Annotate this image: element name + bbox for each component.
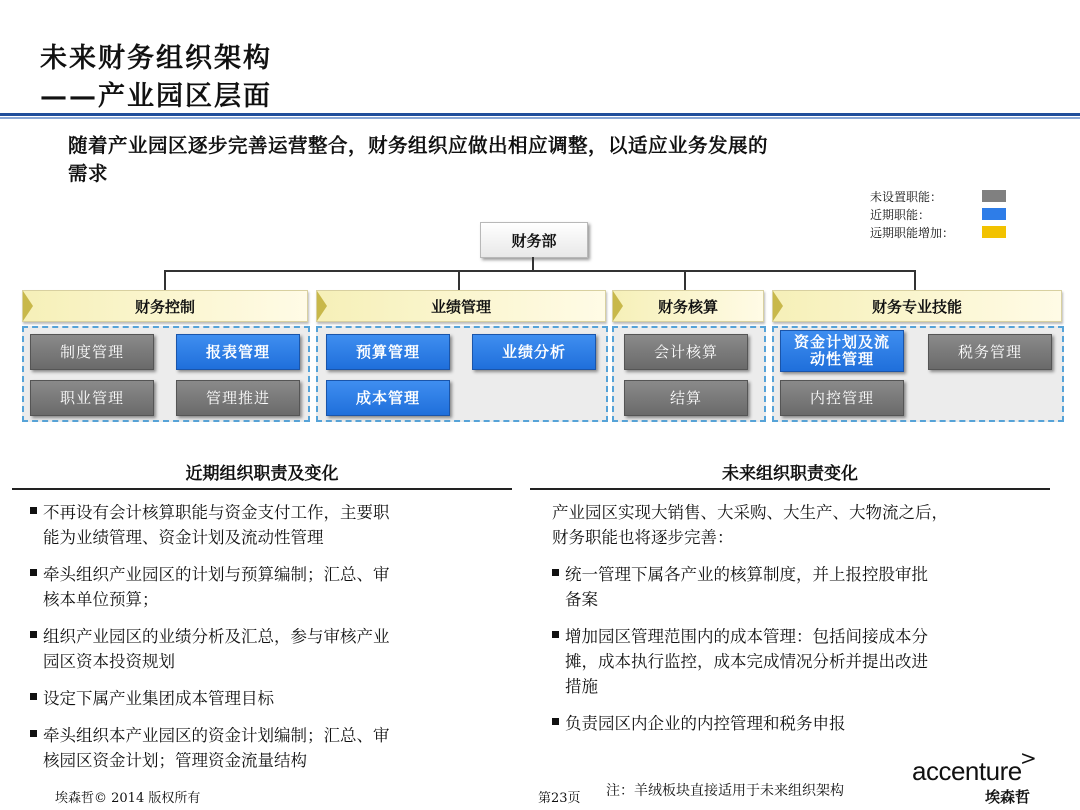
- legend-label: 近期职能：: [870, 208, 931, 222]
- intro-line-1: 随着产业园区逐步完善运营整合，财务组织应做出相应调整，以适应业务发展的: [68, 134, 769, 157]
- org-root-finance-dept: 财务部: [480, 222, 588, 258]
- connector-drop-1: [164, 270, 166, 290]
- accenture-logo: accenture: [912, 756, 1022, 786]
- bullet-icon: [30, 569, 37, 576]
- intro-line-2: 需求: [68, 162, 109, 185]
- list-item: [552, 711, 1062, 736]
- intro-statement: [68, 132, 968, 188]
- list-item: [30, 624, 500, 674]
- page-number: 第23页: [538, 791, 581, 806]
- bullet-icon: [30, 730, 37, 737]
- copyright: 埃森哲© 2014 版权所有: [55, 791, 201, 806]
- connector-drop-2: [458, 270, 460, 290]
- bullet-text: 负责园区内企业的内控管理和税务申报: [565, 714, 846, 733]
- connector-drop-4: [914, 270, 916, 290]
- legend-label: 远期职能增加：: [870, 226, 955, 240]
- legend: [870, 188, 1010, 242]
- page-subtitle: ——产业园区层面: [40, 81, 272, 112]
- function-box: 预算管理: [326, 334, 450, 370]
- left-bullet-list: [30, 500, 500, 773]
- bullet-icon: [552, 631, 559, 638]
- bullet-text: 牵头组织产业园区的计划与预算编制；汇总、审: [43, 565, 390, 584]
- bullet-text: 组织产业园区的业绩分析及汇总，参与审核产业: [43, 627, 390, 646]
- function-box: 结算: [624, 380, 748, 416]
- bullet-text-cont: 核本单位预算；: [43, 590, 159, 609]
- legend-swatch-gray: [982, 190, 1006, 202]
- left-section-rule: [12, 488, 512, 490]
- bullet-text: 增加园区管理范围内的成本管理：包括间接成本分: [565, 627, 928, 646]
- bullet-icon: [30, 631, 37, 638]
- connector-horizontal: [164, 270, 916, 272]
- intro-text-cont: 财务职能也将逐步完善：: [552, 528, 734, 547]
- function-box: 税务管理: [928, 334, 1052, 370]
- bullet-text: 设定下属产业集团成本管理目标: [43, 689, 274, 708]
- bullet-icon: [30, 693, 37, 700]
- bullet-text-cont: 措施: [565, 677, 598, 696]
- list-item: [30, 723, 500, 773]
- left-section-heading: 近期组织职责及变化: [185, 464, 339, 484]
- bullet-text: 牵头组织本产业园区的资金计划编制；汇总、审: [43, 726, 390, 745]
- group-header-accounting: 财务核算: [612, 290, 764, 322]
- function-box: 职业管理: [30, 380, 154, 416]
- function-box: 报表管理: [176, 334, 300, 370]
- intro-text: 产业园区实现大销售、大采购、大生产、大物流之后，: [552, 503, 948, 522]
- footnote: 注：羊绒板块直接适用于未来组织架构: [606, 783, 844, 799]
- bullet-text-cont: 核园区资金计划；管理资金流量结构: [43, 751, 307, 770]
- bullet-text: 不再设有会计核算职能与资金支付工作，主要职: [43, 503, 390, 522]
- function-box: 成本管理: [326, 380, 450, 416]
- right-section-body: [552, 500, 1062, 736]
- title-divider-accent: [0, 117, 1080, 119]
- bullet-icon: [30, 507, 37, 514]
- legend-item-long-term: [870, 224, 1010, 242]
- right-section-heading: 未来组织职责变化: [722, 464, 858, 484]
- connector-drop-3: [684, 270, 686, 290]
- title-divider: [0, 113, 1080, 116]
- list-item: [552, 624, 1062, 699]
- legend-swatch-yellow: [982, 226, 1006, 238]
- function-box: 管理推进: [176, 380, 300, 416]
- connector-root: [532, 257, 534, 271]
- legend-label: 未设置职能：: [870, 190, 943, 204]
- accenture-logo-cn: 埃森哲: [985, 788, 1031, 806]
- legend-item-unset: [870, 188, 1010, 206]
- function-box: 会计核算: [624, 334, 748, 370]
- list-item: [552, 562, 1062, 612]
- list-item: [30, 562, 500, 612]
- bullet-text-cont: 园区资本投资规划: [43, 652, 175, 671]
- function-box: 资金计划及流动性管理: [780, 330, 904, 372]
- bullet-text-cont: 备案: [565, 590, 598, 609]
- function-box: 制度管理: [30, 334, 154, 370]
- group-header-financial-control: 财务控制: [22, 290, 308, 322]
- bullet-icon: [552, 718, 559, 725]
- group-header-finance-expertise: 财务专业技能: [772, 290, 1062, 322]
- right-section-rule: [530, 488, 1050, 490]
- legend-item-near-term: [870, 206, 1010, 224]
- page-title: 未来财务组织架构: [40, 43, 272, 74]
- list-item: [30, 686, 500, 711]
- group-header-performance-management: 业绩管理: [316, 290, 606, 322]
- accenture-chevron-icon: >: [1020, 746, 1037, 770]
- bullet-icon: [552, 569, 559, 576]
- legend-swatch-blue: [982, 208, 1006, 220]
- function-box: 内控管理: [780, 380, 904, 416]
- function-box: 业绩分析: [472, 334, 596, 370]
- bullet-text: 统一管理下属各产业的核算制度，并上报控股审批: [565, 565, 928, 584]
- list-item: [30, 500, 500, 550]
- bullet-text-cont: 能为业绩管理、资金计划及流动性管理: [43, 528, 324, 547]
- bullet-text-cont: 摊，成本执行监控，成本完成情况分析并提出改进: [565, 652, 928, 671]
